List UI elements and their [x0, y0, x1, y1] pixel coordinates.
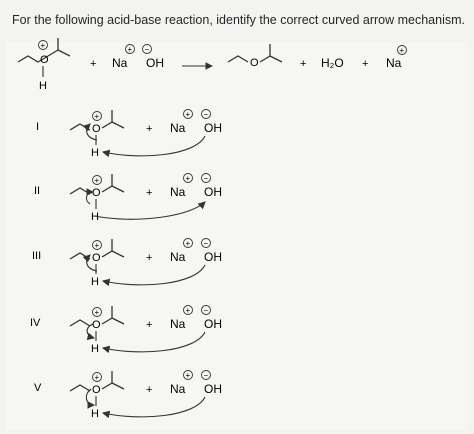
alkyl-chain	[70, 320, 90, 326]
negative-charge-label: −	[203, 371, 209, 380]
negative-charge-label: −	[203, 110, 209, 119]
isopropyl-group	[102, 239, 124, 257]
svg-text:+: +	[127, 45, 133, 54]
mechanism-option-1	[36, 110, 222, 160]
hydroxide-label: OH	[204, 382, 222, 396]
oxygen-atom: O	[92, 384, 101, 396]
sodium-label: Na	[170, 382, 186, 396]
positive-charge-label: +	[185, 239, 191, 248]
sodium-label: Na	[170, 185, 186, 199]
oxygen-atom: O	[92, 123, 101, 135]
sodium-label: Na	[170, 317, 186, 331]
curved-arrow-1	[103, 136, 205, 156]
positive-charge-label: +	[94, 241, 100, 250]
svg-text:+: +	[399, 46, 405, 55]
positive-charge-label: +	[185, 306, 191, 315]
reactant-oxonium	[18, 38, 70, 92]
mechanism-option-5	[34, 371, 222, 421]
isopropyl-group	[102, 371, 124, 389]
negative-charge-label: −	[203, 239, 209, 248]
sodium-label: Na	[112, 56, 128, 70]
curved-arrow-1	[103, 397, 205, 417]
option-label: II	[34, 185, 41, 197]
alkyl-chain	[70, 385, 90, 391]
plus-sign: +	[362, 58, 369, 70]
svg-text:−: −	[144, 45, 150, 54]
sodium-label: Na	[170, 250, 186, 264]
hydrogen-atom: H	[91, 343, 99, 355]
alkyl-chain	[70, 188, 90, 194]
positive-charge-label: +	[185, 371, 191, 380]
option-label: IV	[30, 317, 41, 329]
hydrogen-atom: H	[39, 80, 47, 92]
oxygen-atom: O	[40, 54, 49, 66]
sodium-label: Na	[170, 121, 186, 135]
oxygen-atom: O	[92, 319, 101, 331]
isopropyl-group	[102, 110, 124, 128]
hydrogen-atom: H	[91, 276, 99, 288]
positive-charge-label: +	[94, 308, 100, 317]
positive-charge-label: +	[94, 373, 100, 382]
hydrogen-atom: H	[91, 211, 99, 223]
reactant-sodium-hydroxide	[112, 45, 164, 71]
option-label: I	[36, 121, 40, 133]
hydroxide-label: OH	[146, 56, 164, 70]
hydrogen-atom: H	[91, 147, 99, 159]
mechanism-option-2	[34, 174, 222, 224]
hydroxide-label: OH	[204, 121, 222, 135]
hydroxide-label: OH	[204, 250, 222, 264]
plus-sign: +	[146, 319, 153, 331]
hydrogen-atom: H	[91, 408, 99, 420]
isopropyl-group	[102, 306, 124, 324]
mechanism-option-4	[30, 306, 222, 356]
water-label: H₂O	[321, 56, 344, 70]
option-label: V	[34, 382, 42, 394]
plus-sign: +	[146, 187, 153, 199]
plus-sign: +	[146, 123, 153, 135]
curved-arrow-1	[94, 202, 205, 219]
positive-charge-label: +	[94, 176, 100, 185]
hydroxide-label: OH	[204, 317, 222, 331]
curved-arrow-1	[103, 332, 205, 352]
positive-charge-label: +	[185, 110, 191, 119]
negative-charge-label: −	[203, 174, 209, 183]
question-text: For the following acid-base reaction, identify the correct curved arrow mechanism.	[12, 13, 465, 27]
positive-charge-label: +	[40, 41, 46, 50]
isopropyl-group	[102, 174, 124, 192]
oxygen-atom: O	[92, 252, 101, 264]
sodium-label: Na	[386, 56, 402, 70]
oxygen-atom: O	[92, 187, 101, 199]
curved-arrow-1	[103, 265, 205, 285]
oxygen-atom: O	[250, 57, 259, 69]
mechanism-option-3	[32, 239, 222, 289]
positive-charge-label: +	[94, 112, 100, 121]
plus-sign: +	[146, 384, 153, 396]
hydroxide-label: OH	[204, 185, 222, 199]
option-label: III	[32, 250, 42, 262]
options-list	[30, 110, 222, 421]
positive-charge-label: +	[185, 174, 191, 183]
plus-sign: +	[146, 252, 153, 264]
product-ether	[228, 44, 282, 69]
plus-sign: +	[90, 58, 97, 70]
negative-charge-label: −	[203, 306, 209, 315]
plus-sign: +	[300, 58, 307, 70]
